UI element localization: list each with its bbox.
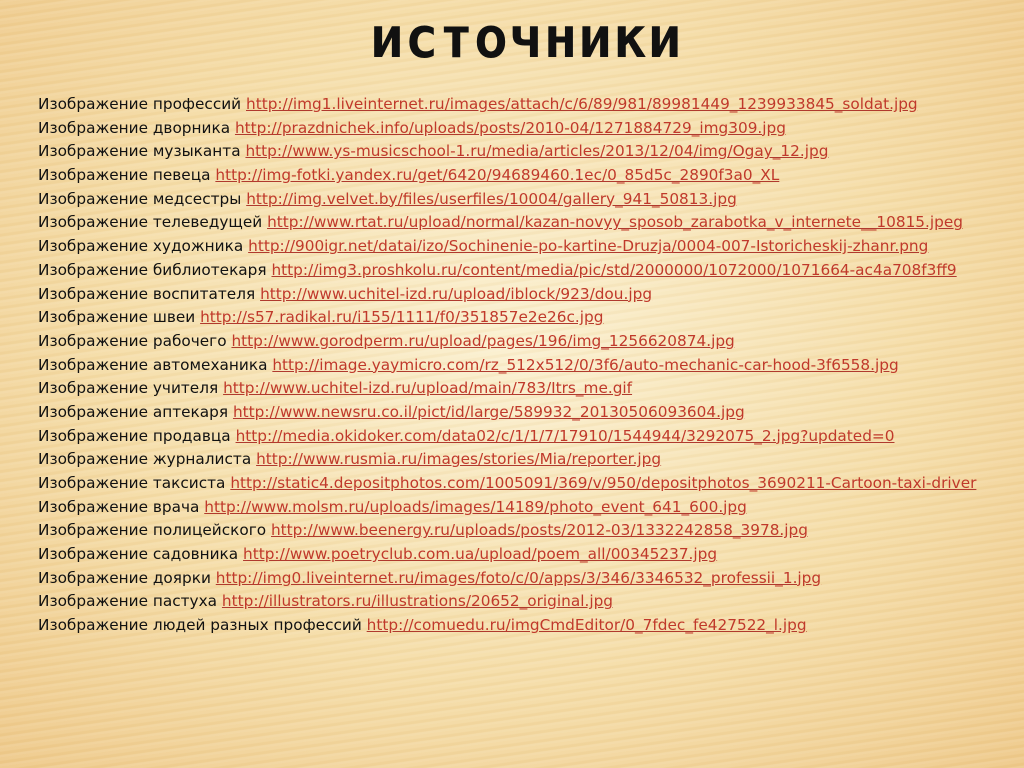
source-item — [38, 283, 1024, 307]
source-link[interactable]: http://www.ys-musicschool-1.ru/media/articles/2013/12/04/img/Ogay_12.jpg — [245, 142, 829, 161]
source-item — [38, 188, 1024, 212]
sources-list — [38, 93, 1024, 638]
source-item — [38, 117, 1024, 141]
source-label: Изображение автомеханика — [38, 355, 268, 374]
source-link[interactable]: http://www.uchitel-izd.ru/upload/iblock/923/dou.jpg — [260, 284, 653, 303]
source-link[interactable]: http://img0.liveinternet.ru/images/foto/c/0/apps/3/346/3346532_professii_1.jpg — [215, 568, 822, 587]
source-link[interactable]: http://static4.depositphotos.com/1005091/369/v/950/depositphotos_3690211-Cartoon-taxi-driver — [230, 474, 977, 492]
source-link[interactable]: http://www.poetryclub.com.ua/upload/poem_all/00345237.jpg — [243, 545, 718, 564]
source-link[interactable]: http://www.uchitel-izd.ru/upload/main/783/Itrs_me.gif — [223, 379, 633, 398]
source-link[interactable]: http://s57.radikal.ru/i155/1111/f0/351857e2e26c.jpg — [200, 308, 604, 327]
source-item — [38, 519, 1024, 543]
source-item — [38, 164, 1024, 188]
source-link[interactable]: http://illustrators.ru/illustrations/20652_original.jpg — [221, 592, 613, 611]
source-link[interactable]: http://www.rtat.ru/upload/normal/kazan-novyy_sposob_zarabotka_v_internete__10815.jpeg — [267, 213, 963, 232]
source-label: Изображение музыканта — [38, 142, 241, 161]
source-label: Изображение учителя — [38, 379, 219, 398]
source-link[interactable]: http://img3.proshkolu.ru/content/media/pic/std/2000000/1072000/1071664-ac4a708f3ff9 — [271, 260, 957, 279]
source-link[interactable]: http://prazdnichek.info/uploads/posts/2010-04/1271884729_img309.jpg — [234, 118, 786, 137]
source-label: Изображение садовника — [38, 545, 239, 564]
source-item — [38, 330, 1024, 354]
source-label: Изображение дворника — [38, 118, 231, 137]
source-label: Изображение врача — [38, 497, 200, 516]
source-item — [38, 235, 1024, 259]
source-link[interactable]: http://www.molsm.ru/uploads/images/14189/photo_event_641_600.jpg — [204, 497, 747, 516]
source-label: Изображение швеи — [38, 308, 196, 327]
source-label: Изображение журналиста — [38, 450, 252, 469]
source-link[interactable]: http://www.newsru.co.il/pict/id/large/589932_20130506093604.jpg — [232, 402, 745, 421]
source-label: Изображение медсестры — [38, 189, 242, 208]
source-item — [38, 259, 1024, 283]
source-item — [38, 448, 1024, 472]
source-label: Изображение продавца — [38, 426, 231, 445]
source-item — [38, 354, 1024, 378]
source-label: Изображение телеведущей — [38, 213, 263, 232]
source-link[interactable]: http://www.gorodperm.ru/upload/pages/196/img_1256620874.jpg — [231, 331, 735, 350]
source-label: Изображение библиотекаря — [38, 260, 267, 279]
source-item — [38, 377, 1024, 401]
source-item — [38, 614, 1024, 638]
source-item — [38, 306, 1024, 330]
source-link[interactable]: http://img-fotki.yandex.ru/get/6420/94689460.1ec/0_85d5c_2890f3a0_XL — [215, 166, 780, 185]
source-link[interactable]: http://comuedu.ru/imgCmdEditor/0_7fdec_fe427522_l.jpg — [366, 616, 807, 635]
source-label: Изображение доярки — [38, 568, 211, 587]
source-link[interactable]: http://900igr.net/datai/izo/Sochinenie-po-kartine-Druzja/0004-007-Istoricheskij-zhanr.png — [248, 237, 929, 256]
source-label: Изображение пастуха — [38, 592, 218, 611]
source-label: Изображение таксиста — [38, 474, 226, 492]
source-item — [38, 140, 1024, 164]
source-label: Изображение полицейского — [38, 521, 267, 540]
source-label: Изображение певеца — [38, 166, 211, 185]
source-label: Изображение рабочего — [38, 331, 227, 350]
source-item — [38, 401, 1024, 425]
source-link[interactable]: http://www.beenergy.ru/uploads/posts/2012-03/1332242858_3978.jpg — [270, 521, 808, 540]
source-link[interactable]: http://img.velvet.by/files/userfiles/10004/gallery_941_50813.jpg — [246, 189, 737, 208]
slide-title: источники — [370, 6, 683, 71]
source-label: Изображение аптекаря — [38, 402, 229, 421]
source-link[interactable]: http://img1.liveinternet.ru/images/attach/c/6/89/981/89981449_1239933845_soldat.jpg — [246, 95, 918, 113]
source-item — [38, 211, 1024, 235]
source-link[interactable]: http://image.yaymicro.com/rz_512x512/0/3f6/auto-mechanic-car-hood-3f6558.jpg — [272, 355, 899, 374]
source-label: Изображение профессий — [38, 95, 242, 113]
source-label: Изображение художника — [38, 237, 244, 256]
source-label: Изображение людей разных профессий — [38, 616, 362, 635]
source-link[interactable]: http://media.okidoker.com/data02/c/1/1/7/17910/1544944/3292075_2.jpg?updated=0 — [235, 426, 895, 445]
source-item — [38, 590, 1024, 614]
source-item — [38, 425, 1024, 449]
source-item — [38, 472, 1024, 496]
source-link[interactable]: http://www.rusmia.ru/images/stories/Mia/reporter.jpg — [256, 450, 662, 469]
source-item — [38, 567, 1024, 591]
source-item — [38, 496, 1024, 520]
source-label: Изображение воспитателя — [38, 284, 256, 303]
source-item — [38, 93, 1024, 117]
source-item — [38, 543, 1024, 567]
